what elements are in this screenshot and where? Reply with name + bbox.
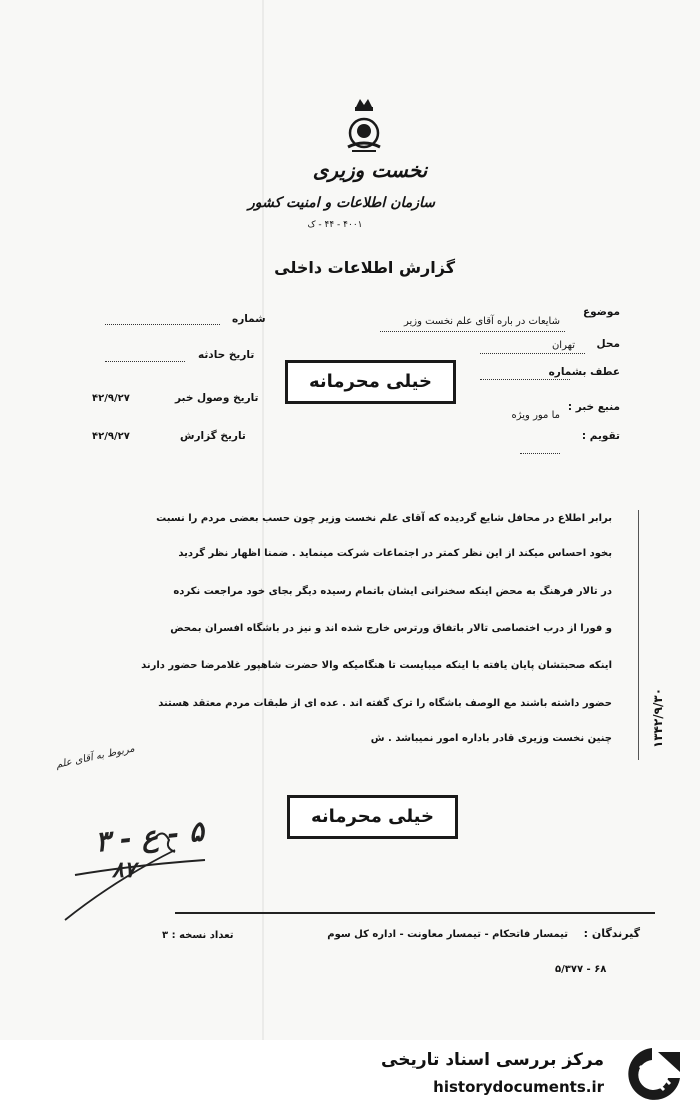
place-label: محل — [596, 338, 620, 350]
handwritten-codes-2: ۸۷ — [112, 858, 136, 883]
source-value: ما مور ویژه — [511, 410, 560, 421]
copies-count: تعداد نسخه : ۳ — [162, 930, 234, 941]
source-label: منبع خبر : — [567, 401, 620, 413]
body-line-4: و فورا از درب اختصاصی تالار باتفاق ورترس خارج شده اند و نیز در باشگاه افسران بمحض — [170, 623, 612, 634]
subject-value: شایعات در باره آقای علم نخست وزیر — [403, 316, 560, 327]
report-date-label: تاریخ گزارش — [180, 430, 246, 442]
number-underline — [105, 323, 220, 325]
evaluation-underline — [520, 452, 560, 454]
brand-logo-icon — [620, 1046, 684, 1102]
body-line-2: بخود احساس میکند از این نظر کمتر در اجتماعات شرکت مینماید . ضمنا اظهار نظر گردید — [178, 548, 612, 559]
classification-stamp-bottom: خیلی محرمانه — [287, 795, 458, 839]
handwritten-note: مربوط به آقای علم — [55, 743, 136, 771]
body-line-7: چنین نخست وزیری قادر باداره امور نمیباشد . ش — [370, 733, 612, 744]
body-line-1: برابر اطلاع در محافل شایع گردیده که آقای علم نخست وزیر چون حسب بعضی مردم را نسبت — [156, 513, 612, 524]
report-date-value: ۴۲/۹/۲۷ — [92, 431, 130, 442]
ref-code: ۴۰۰۱ - ۴۴ - ک — [307, 220, 363, 230]
lion-sun-crown-emblem — [340, 95, 388, 157]
side-date-stamp — [645, 520, 669, 750]
subject-underline — [380, 330, 565, 332]
ref-label: عطف بشماره — [548, 366, 620, 378]
footer-divider — [175, 912, 655, 914]
number-label: شماره — [232, 313, 266, 325]
event-date-label: تاریخ حادثه — [198, 349, 255, 361]
receipt-date-label: تاریخ وصول خبر — [175, 392, 259, 404]
org-line-1: نخست وزیری — [312, 158, 428, 182]
handwritten-codes-1: ۵ - ع - ۳ — [93, 814, 206, 859]
place-value: تهران — [551, 340, 575, 351]
receipt-date-value: ۴۲/۹/۲۷ — [92, 393, 130, 404]
brand-site[interactable]: historydocuments.ir — [433, 1078, 604, 1096]
document-code: ۶۸ - ۵/۳۷۷ — [555, 964, 607, 975]
body-line-5: اینکه صحبتشان پایان یافته با اینکه میبایست تا هنگامیکه والا حضرت شاهپور غلامرضا حضور دارند — [141, 660, 612, 671]
recipients-value: تیمسار فاتحکام - تیمسار معاونت - اداره کل سوم — [327, 929, 568, 940]
side-stamp-line — [638, 510, 639, 760]
report-title: گزارش اطلاعات داخلی — [274, 258, 455, 277]
brand-name-fa: مرکز بررسی اسناد تاریخی — [381, 1050, 604, 1070]
recipients-label: گیرندگان : — [583, 927, 640, 940]
event-date-underline — [105, 360, 185, 362]
side-date-text: ۱۳۴۲/۹/۳۰ — [651, 687, 665, 748]
subject-label: موضوع — [583, 306, 620, 318]
org-line-2: سازمان اطلاعات و امنیت کشور — [248, 195, 435, 211]
body-line-6: حضور داشته باشند مع الوصف باشگاه را ترک گفته اند . عده ای از طبقات مردم معتقد هستند — [158, 698, 612, 709]
classification-stamp-top: خیلی محرمانه — [285, 360, 456, 404]
ref-underline — [480, 378, 570, 380]
body-line-3: در تالار فرهنگ به محض اینکه سخنرانی ایشان باتمام رسیده دیگر بجای خود مراجعت نکرده — [173, 586, 612, 597]
evaluation-label: تقویم : — [581, 430, 620, 442]
place-underline — [480, 352, 585, 354]
